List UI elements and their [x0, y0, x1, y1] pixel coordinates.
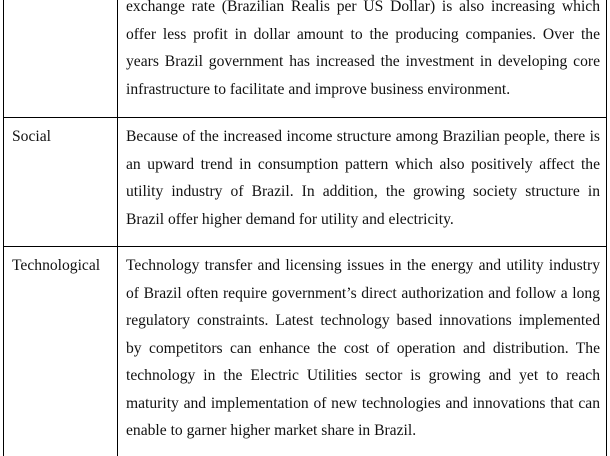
table-row-economic: [4, 0, 607, 118]
factor-cell-economic: [4, 0, 118, 118]
description-cell-economic: exchange rate (Brazilian Realis per US Dollar) is also increasing which offer less profit in dollar amount to the producing companies. Over the years Brazil government has increased the investment in developing core infrastructure to facilitate and improve business environment.: [118, 0, 607, 118]
pest-analysis-table: [3, 0, 607, 456]
factor-cell-social: Social: [4, 118, 118, 247]
table-row-technological: [4, 247, 607, 456]
table-row-social: [4, 118, 607, 247]
factor-cell-technological: Technological: [4, 247, 118, 456]
description-cell-social: Because of the increased income structure among Brazilian people, there is an upward trend in consumption pattern which also positively affect the utility industry of Brazil. In addition, the growing society structure in Brazil offer higher demand for utility and electricity.: [118, 118, 607, 247]
description-cell-technological: Technology transfer and licensing issues in the energy and utility industry of Brazil often require government’s direct authorization and follow a long regulatory constraints. Latest technology based innovations implemented by competitors can enhance the cost of operation and distribution. The technology in the Electric Utilities sector is growing and yet to reach maturity and implementation of new technologies and innovations that can enable to garner higher market share in Brazil.: [118, 247, 607, 456]
